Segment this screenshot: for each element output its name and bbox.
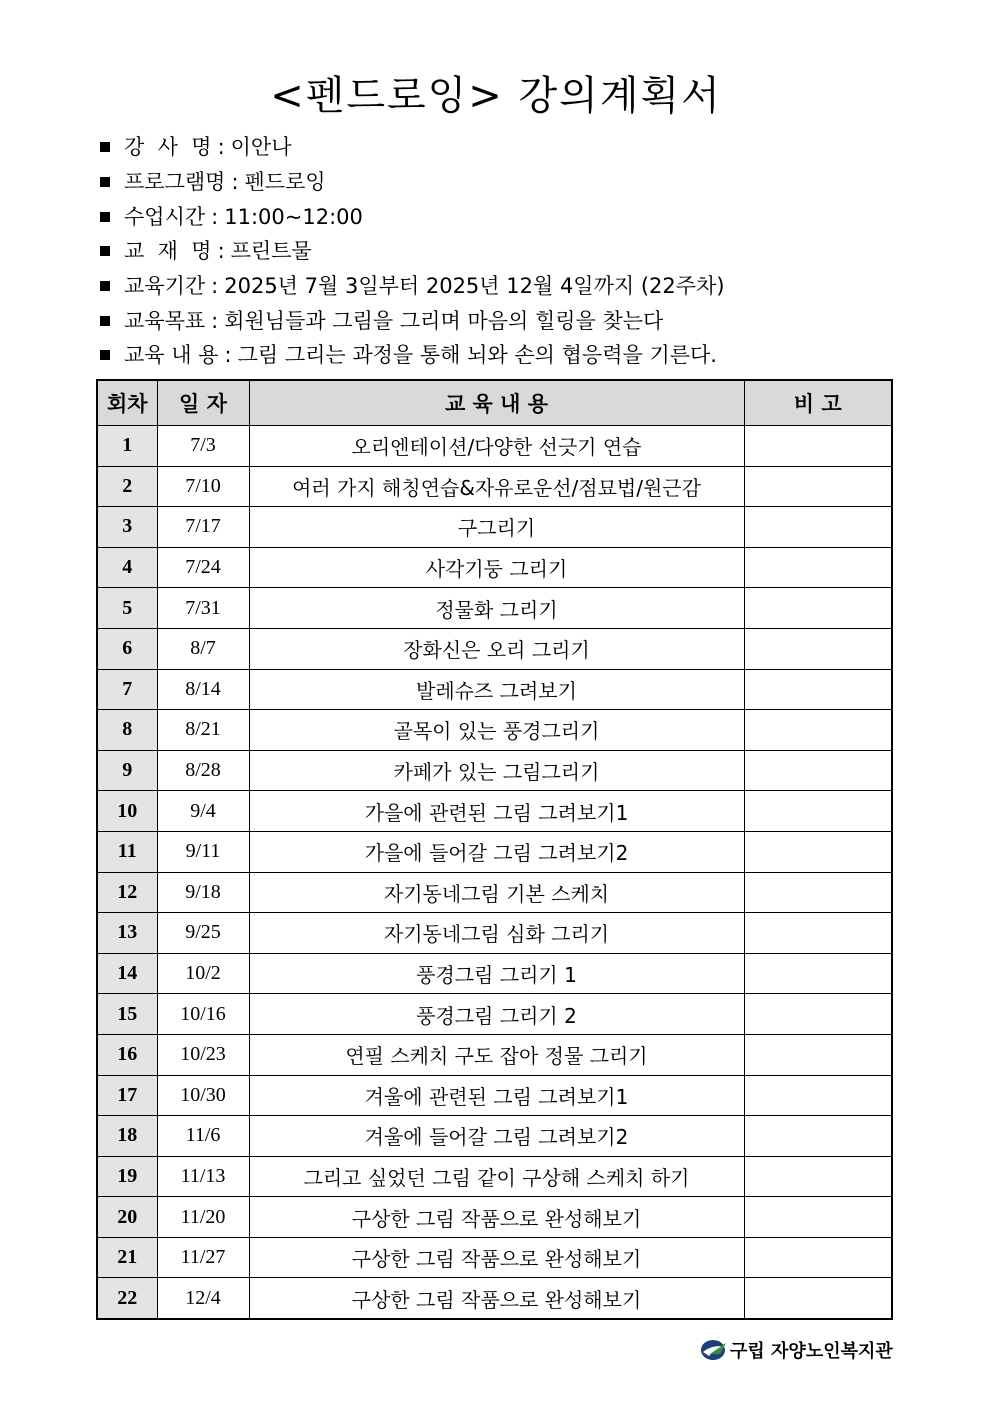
- cell-note: [744, 669, 892, 710]
- cell-content: 풍경그림 그리기 2: [249, 994, 744, 1035]
- table-row: [97, 1278, 892, 1319]
- info-instructor: 강 사 명 : 이안나: [100, 130, 920, 165]
- cell-content: 풍경그림 그리기 1: [249, 953, 744, 994]
- cell-note: [744, 913, 892, 954]
- cell-date: 10/16: [157, 994, 249, 1035]
- header-note: 비 고: [744, 380, 892, 426]
- cell-date: 9/4: [157, 791, 249, 832]
- cell-content: 그리고 싶었던 그림 같이 구상해 스케치 하기: [249, 1156, 744, 1197]
- cell-session: 10: [97, 791, 157, 832]
- cell-note: [744, 507, 892, 548]
- cell-date: 11/27: [157, 1237, 249, 1278]
- cell-note: [744, 628, 892, 669]
- org-name: 구립 자양노인복지관: [730, 1341, 893, 1362]
- square-bullet-icon: [100, 142, 110, 152]
- info-label: 강 사 명: [124, 135, 212, 160]
- cell-session: 2: [97, 466, 157, 507]
- info-label: 교육목표: [124, 308, 206, 333]
- cell-session: 17: [97, 1075, 157, 1116]
- cell-content: 구상한 그림 작품으로 완성해보기: [249, 1197, 744, 1238]
- cell-session: 13: [97, 913, 157, 954]
- table-row: [97, 750, 892, 791]
- table-row: [97, 588, 892, 629]
- info-value: 2025년 7월 3일부터 2025년 12월 4일까지 (22주차): [224, 274, 725, 299]
- cell-date: 7/31: [157, 588, 249, 629]
- cell-date: 7/10: [157, 466, 249, 507]
- cell-date: 9/25: [157, 913, 249, 954]
- cell-date: 8/14: [157, 669, 249, 710]
- cell-note: [744, 1075, 892, 1116]
- org-footer: [700, 1334, 893, 1366]
- cell-session: 7: [97, 669, 157, 710]
- info-period: 교육기간 : 2025년 7월 3일부터 2025년 12월 4일까지 (22주차): [100, 269, 920, 304]
- header-date: 일 자: [157, 380, 249, 426]
- table-row: [97, 994, 892, 1035]
- cell-content: 연필 스케치 구도 잡아 정물 그리기: [249, 1034, 744, 1075]
- cell-content: 자기동네그림 기본 스케치: [249, 872, 744, 913]
- cell-content: 장화신은 오리 그리기: [249, 628, 744, 669]
- schedule-table: [96, 379, 893, 1320]
- header-session: 회차: [97, 380, 157, 426]
- cell-session: 4: [97, 547, 157, 588]
- cell-content: 가을에 관련된 그림 그려보기1: [249, 791, 744, 832]
- cell-content: 여러 가지 해칭연습&자유로운선/점묘법/원근감: [249, 466, 744, 507]
- cell-content: 카페가 있는 그림그리기: [249, 750, 744, 791]
- square-bullet-icon: [100, 281, 110, 291]
- cell-date: 7/3: [157, 426, 249, 467]
- table-row: [97, 913, 892, 954]
- cell-note: [744, 1197, 892, 1238]
- table-row: [97, 710, 892, 751]
- cell-date: 7/17: [157, 507, 249, 548]
- cell-note: [744, 466, 892, 507]
- cell-note: [744, 750, 892, 791]
- info-value: 펜드로잉: [244, 170, 326, 195]
- cell-content: 가을에 들어갈 그림 그려보기2: [249, 831, 744, 872]
- table-row: [97, 628, 892, 669]
- cell-session: 11: [97, 831, 157, 872]
- cell-content: 오리엔테이션/다양한 선긋기 연습: [249, 426, 744, 467]
- cell-content: 구그리기: [249, 507, 744, 548]
- info-label: 교육기간: [124, 274, 206, 299]
- cell-session: 18: [97, 1116, 157, 1157]
- page-title: <펜드로잉> 강의계획서: [270, 73, 722, 119]
- cell-note: [744, 547, 892, 588]
- table-row: [97, 872, 892, 913]
- info-content: 교육 내 용 : 그림 그리는 과정을 통해 뇌와 손의 협응력을 기른다.: [100, 338, 920, 373]
- header-content: 교 육 내 용: [249, 380, 744, 426]
- cell-date: 9/18: [157, 872, 249, 913]
- info-label: 수업시간: [124, 204, 206, 229]
- cell-session: 15: [97, 994, 157, 1035]
- cell-note: [744, 1278, 892, 1319]
- cell-content: 구상한 그림 작품으로 완성해보기: [249, 1237, 744, 1278]
- cell-note: [744, 1156, 892, 1197]
- cell-content: 자기동네그림 심화 그리기: [249, 913, 744, 954]
- cell-date: 12/4: [157, 1278, 249, 1319]
- cell-date: 9/11: [157, 831, 249, 872]
- cell-content: 겨울에 들어갈 그림 그려보기2: [249, 1116, 744, 1157]
- cell-session: 8: [97, 710, 157, 751]
- info-class-time: 수업시간 : 11:00~12:00: [100, 199, 920, 234]
- cell-note: [744, 1237, 892, 1278]
- cell-date: 7/24: [157, 547, 249, 588]
- table-row: [97, 1034, 892, 1075]
- cell-content: 발레슈즈 그려보기: [249, 669, 744, 710]
- info-value: 11:00~12:00: [224, 204, 363, 229]
- cell-session: 16: [97, 1034, 157, 1075]
- cell-note: [744, 831, 892, 872]
- info-label: 프로그램명: [124, 170, 226, 195]
- cell-note: [744, 426, 892, 467]
- cell-session: 6: [97, 628, 157, 669]
- cell-session: 5: [97, 588, 157, 629]
- cell-content: 구상한 그림 작품으로 완성해보기: [249, 1278, 744, 1319]
- cell-note: [744, 953, 892, 994]
- info-label: 교육 내 용: [124, 343, 219, 368]
- cell-content: 정물화 그리기: [249, 588, 744, 629]
- info-value: 프린트물: [230, 239, 312, 264]
- cell-note: [744, 994, 892, 1035]
- cell-note: [744, 872, 892, 913]
- cell-session: 12: [97, 872, 157, 913]
- cell-date: 11/6: [157, 1116, 249, 1157]
- cell-note: [744, 791, 892, 832]
- cell-content: 골목이 있는 풍경그리기: [249, 710, 744, 751]
- table-row: [97, 507, 892, 548]
- cell-date: 10/2: [157, 953, 249, 994]
- square-bullet-icon: [100, 350, 110, 360]
- cell-date: 10/30: [157, 1075, 249, 1116]
- table-row: [97, 831, 892, 872]
- table-row: [97, 426, 892, 467]
- cell-note: [744, 1116, 892, 1157]
- table-row: [97, 1237, 892, 1278]
- cell-session: 14: [97, 953, 157, 994]
- cell-session: 21: [97, 1237, 157, 1278]
- cell-note: [744, 588, 892, 629]
- info-label: 교 재 명: [124, 239, 212, 264]
- cell-session: 9: [97, 750, 157, 791]
- table-row: [97, 953, 892, 994]
- table-row: [97, 1116, 892, 1157]
- info-value: 그림 그리는 과정을 통해 뇌와 손의 협응력을 기른다.: [237, 343, 717, 368]
- cell-note: [744, 1034, 892, 1075]
- table-header-row: [97, 380, 892, 426]
- info-list: [100, 130, 920, 373]
- info-value: 회원님들과 그림을 그리며 마음의 힐링을 찾는다: [224, 308, 664, 333]
- cell-content: 사각기둥 그리기: [249, 547, 744, 588]
- square-bullet-icon: [100, 316, 110, 326]
- table-row: [97, 791, 892, 832]
- table-row: [97, 1197, 892, 1238]
- info-goal: 교육목표 : 회원님들과 그림을 그리며 마음의 힐링을 찾는다: [100, 303, 920, 338]
- cell-date: 8/28: [157, 750, 249, 791]
- cell-session: 1: [97, 426, 157, 467]
- info-program: 프로그램명 : 펜드로잉: [100, 165, 920, 200]
- cell-date: 8/21: [157, 710, 249, 751]
- cell-session: 19: [97, 1156, 157, 1197]
- info-material: 교 재 명 : 프린트물: [100, 234, 920, 269]
- square-bullet-icon: [100, 177, 110, 187]
- cell-date: 11/20: [157, 1197, 249, 1238]
- cell-date: 10/23: [157, 1034, 249, 1075]
- cell-session: 20: [97, 1197, 157, 1238]
- org-logo-icon: [700, 1339, 728, 1361]
- cell-session: 22: [97, 1278, 157, 1319]
- cell-date: 8/7: [157, 628, 249, 669]
- cell-date: 11/13: [157, 1156, 249, 1197]
- square-bullet-icon: [100, 246, 110, 256]
- cell-note: [744, 710, 892, 751]
- cell-session: 3: [97, 507, 157, 548]
- table-row: [97, 1156, 892, 1197]
- info-value: 이안나: [230, 135, 292, 160]
- cell-content: 겨울에 관련된 그림 그려보기1: [249, 1075, 744, 1116]
- table-row: [97, 547, 892, 588]
- square-bullet-icon: [100, 212, 110, 222]
- table-row: [97, 466, 892, 507]
- table-row: [97, 1075, 892, 1116]
- table-row: [97, 669, 892, 710]
